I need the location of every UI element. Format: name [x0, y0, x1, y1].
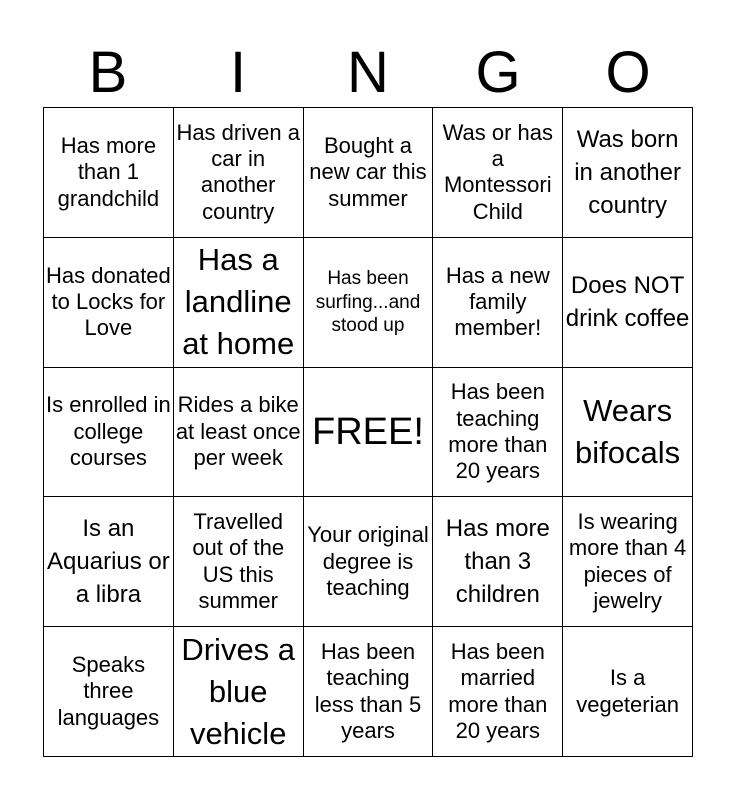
cell-text: Your original degree is teaching [307, 522, 429, 600]
header-letter-n: N [347, 40, 389, 105]
cell-text: Has more than 1 grandchild [57, 132, 160, 211]
free-space-text: FREE! [312, 410, 424, 453]
cell-text: Is an Aquarius or a libra [47, 515, 170, 609]
bingo-cell[interactable] [44, 497, 174, 627]
bingo-cell[interactable] [304, 108, 434, 238]
bingo-cell[interactable] [44, 368, 174, 498]
bingo-header [43, 40, 693, 106]
bingo-cell[interactable] [433, 108, 563, 238]
cell-text: Drives a blue vehicle [181, 631, 296, 751]
cell-text: Has been married more than 20 years [448, 638, 548, 743]
bingo-cell[interactable] [433, 627, 563, 757]
bingo-cell[interactable] [174, 238, 304, 368]
header-letter-i: I [229, 40, 247, 105]
cell-text: Has been teaching more than 20 years [448, 379, 548, 484]
bingo-cell[interactable] [563, 627, 693, 757]
bingo-cell[interactable] [433, 497, 563, 627]
header-letter-o: O [605, 40, 651, 105]
cell-text: Does NOT drink coffee [565, 272, 690, 333]
bingo-cell[interactable] [563, 368, 693, 498]
cell-text: Rides a bike at least once per week [175, 392, 301, 471]
header-letter-g: G [475, 40, 521, 105]
bingo-cell[interactable] [44, 108, 174, 238]
cell-text: Was or has a Montessori Child [442, 119, 554, 224]
bingo-cell[interactable] [304, 497, 434, 627]
bingo-cell[interactable] [174, 368, 304, 498]
cell-text: Has donated to Locks for Love [46, 262, 171, 341]
header-letter-b: B [88, 40, 128, 105]
cell-text: Has a new family member! [445, 262, 550, 341]
cell-text: Is enrolled in college courses [46, 392, 171, 471]
cell-text: Bought a new car this summer [309, 132, 427, 211]
bingo-cell[interactable] [44, 627, 174, 757]
free-space[interactable] [304, 368, 434, 498]
cell-text: Has more than 3 children [445, 515, 550, 609]
cell-text: Has a landline at home [182, 242, 295, 362]
bingo-cell[interactable] [433, 368, 563, 498]
bingo-cell[interactable] [563, 108, 693, 238]
cell-text: Speaks three languages [57, 652, 160, 730]
cell-text: Has been teaching less than 5 years [314, 638, 422, 743]
bingo-cell[interactable] [304, 627, 434, 757]
cell-text: Is a vegeterian [576, 665, 679, 717]
cell-text: Wears bifocals [575, 393, 681, 470]
bingo-cell[interactable] [174, 108, 304, 238]
bingo-cell[interactable] [563, 238, 693, 368]
cell-text: Has driven a car in another country [176, 119, 300, 224]
bingo-cell[interactable] [563, 497, 693, 627]
cell-text: Was born in another country [574, 125, 681, 219]
cell-text: Has been surfing...and stood up [315, 268, 421, 336]
bingo-cell[interactable] [174, 627, 304, 757]
bingo-grid [43, 107, 693, 757]
cell-text: Is wearing more than 4 pieces of jewelry [568, 509, 687, 614]
bingo-cell[interactable] [433, 238, 563, 368]
bingo-cell[interactable] [174, 497, 304, 627]
bingo-cell[interactable] [44, 238, 174, 368]
bingo-cell[interactable] [304, 238, 434, 368]
cell-text: Travelled out of the US this summer [192, 509, 285, 614]
